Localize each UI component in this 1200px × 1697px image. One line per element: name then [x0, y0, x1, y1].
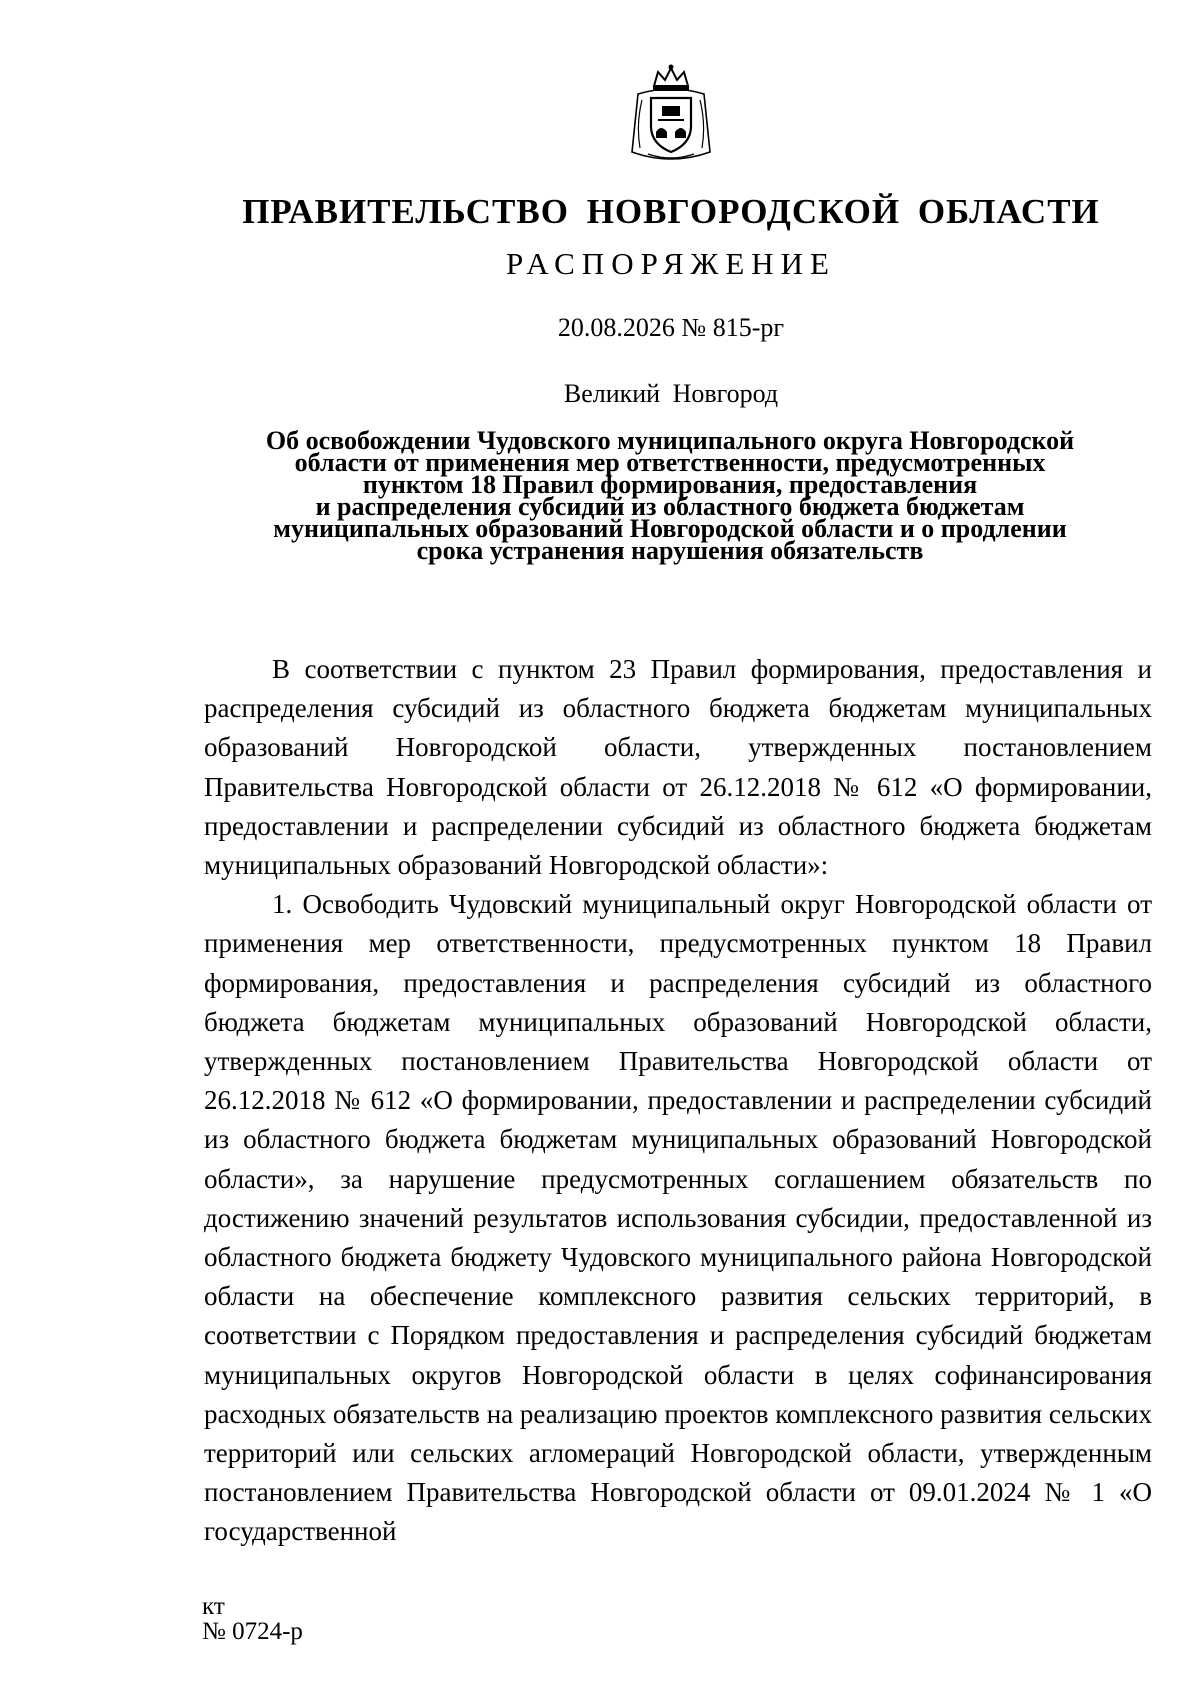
footer-code-line: № 0724-р — [202, 1618, 303, 1645]
heading-line: муниципальных образований Новгородской области и о продлении — [273, 514, 1067, 543]
footer-code-line: кт — [202, 1593, 225, 1620]
coat-of-arms-icon — [628, 62, 714, 166]
heading-line: и распределения субсидий из областного бюджета бюджетам — [315, 492, 1025, 521]
heading-line: срока устранения нарушения обязательств — [416, 536, 924, 565]
organization-title: ПРАВИТЕЛЬСТВО НОВГОРОДСКОЙ ОБЛАСТИ — [242, 192, 1100, 231]
document-date-number: 20.08.2026 № 815-рг — [557, 313, 785, 342]
document-body — [204, 650, 1152, 1552]
document-place: Великий Новгород — [563, 379, 779, 408]
heading-line: области от применения мер ответственности, предусмотренных — [294, 448, 1046, 477]
body-paragraph-item-1: 1. Освободить Чудовский муниципальный округ Новгородской области от применения мер ответственности, предусмотренных пунктом 18 Правил формирования, предоставления и распределения субсидий из областного бюджета бюджетам муниципальных образований Новгородской области, утвержденных постановлением Правительства Новгородской области от 26.12.2018 № 612 «О формировании, предоставлении и распределении субсидий из областного бюджета бюджетам муниципальных образований Новгородской области», за нарушение предусмотренных соглашением обязательств по достижению значений результатов использования субсидии, предоставленной из областного бюджета бюджету Чудовского муниципального района Новгородской области на обеспечение комплексного развития сельских территорий, в соответствии с Порядком предоставления и распределения субсидий бюджетам муниципальных округов Новгородской области в целях софинансирования расходных обязательств на реализацию проектов комплексного развития сельских территорий или сельских агломераций Новгородской области, утвержденным постановлением Правительства Новгородской области от 09.01.2024 № 1 «О государственной — [204, 889, 1152, 1547]
document-heading — [210, 426, 1130, 565]
footer-code — [202, 1594, 303, 1644]
heading-line: пунктом 18 Правил формирования, предоставления — [362, 470, 978, 499]
body-paragraph-preamble: В соответствии с пунктом 23 Правил формирования, предоставления и распределения субсидий из областного бюджета бюджетам муниципальных образований Новгородской области, утвержденных постановлением Правительства Новгородской области от 26.12.2018 № 612 «О формировании, предоставлении и распределении субсидий из областного бюджета бюджетам муниципальных образований Новгородской области»: — [204, 654, 1152, 881]
heading-line: Об освобождении Чудовского муниципального округа Новгородской — [265, 426, 1075, 455]
document-type: РАСПОРЯЖЕНИЕ — [506, 246, 836, 281]
